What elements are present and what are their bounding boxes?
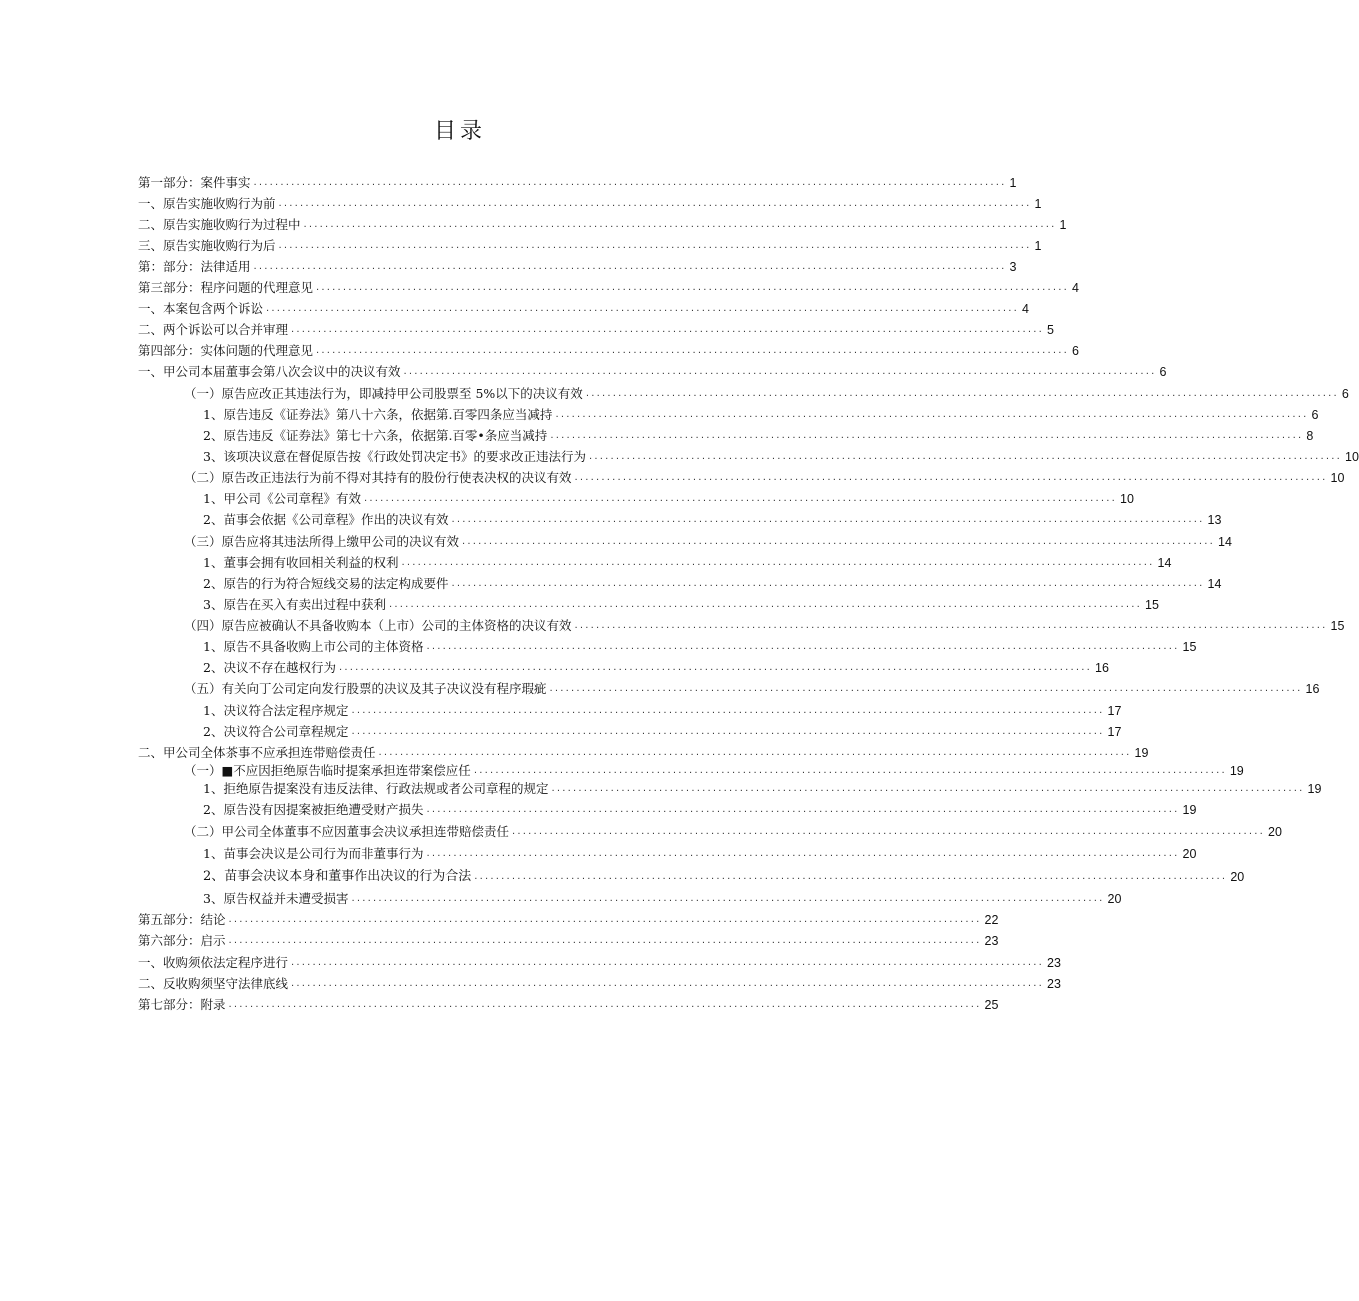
toc-entry-page: 14 <box>1157 556 1172 570</box>
toc-entry-page: 23 <box>984 934 999 948</box>
toc-entry-text: （四）原告应被确认不具备收购本（上市）公司的主体资格的决议有效 <box>184 618 572 633</box>
toc-leader-dots: ............................................................................................................................................ <box>426 848 1180 859</box>
toc-entry-text: 第一部分：案件事实 <box>138 175 251 190</box>
toc-entry[interactable] <box>203 574 1222 594</box>
toc-entry[interactable] <box>203 800 1197 820</box>
toc-entry[interactable] <box>138 215 1067 235</box>
toc-entry[interactable] <box>138 974 1061 994</box>
toc-entry-page: 14 <box>1207 577 1222 591</box>
toc-leader-dots: ............................................................................................................................................ <box>228 999 982 1010</box>
toc-entry-page: 15 <box>1145 598 1159 612</box>
toc-title: 目录 <box>433 119 486 144</box>
toc-entry-text: 2、原告违反《证券法》第七十六条，依据第.百零•条应当减持 <box>203 428 548 443</box>
toc-entry-text: 二、甲公司全体茶事不应承担连带赔偿责任 <box>138 745 376 760</box>
toc-entry-text: 第四部分：实体问题的代理意见 <box>138 343 314 358</box>
toc-entry-page: 10 <box>1345 450 1359 464</box>
toc-entry-page: 22 <box>984 913 999 927</box>
toc-entry-text: 2、决议不存在越权行为 <box>203 660 336 675</box>
toc-leader-dots: ............................................................................................................................................ <box>473 765 1227 776</box>
toc-entry-page: 3 <box>1009 260 1017 274</box>
toc-entry-text: 第三部分：程序问题的代理意见 <box>138 280 314 295</box>
toc-entry-page: 15 <box>1330 619 1345 633</box>
toc-entry-text: 一、收购须依法定程序进行 <box>138 955 289 970</box>
toc-entry[interactable] <box>184 679 1320 699</box>
toc-entry-page: 1 <box>1009 176 1017 190</box>
toc-entry-text: 1、决议符合法定程序规定 <box>203 703 349 718</box>
toc-entry-page: 20 <box>1230 870 1245 884</box>
toc-entry[interactable] <box>138 931 999 951</box>
toc-leader-dots: ............................................................................................................................................ <box>363 493 1117 504</box>
toc-entry-text: 2、决议符合公司章程规定 <box>203 724 349 739</box>
toc-entry-text: 2、苗事会依据《公司章程》作出的决议有效 <box>203 512 449 527</box>
toc-leader-dots: ............................................................................................................................................ <box>266 303 1020 314</box>
toc-entry[interactable] <box>138 236 1042 256</box>
toc-leader-dots: ............................................................................................................................................ <box>555 409 1309 420</box>
toc-entry[interactable] <box>184 616 1345 636</box>
toc-entry-text: 三、原告实施收购行为后 <box>138 238 276 253</box>
toc-entry-text: （二）甲公司全体董事不应因董事会决议承担连带赔偿责任 <box>184 824 510 839</box>
toc-entry-text: 3、该项决议意在督促原告按《行政处罚决定书》的要求改正违法行为 <box>203 449 586 464</box>
toc-entry-page: 15 <box>1182 640 1197 654</box>
toc-entry[interactable] <box>138 299 1029 319</box>
toc-leader-dots: ............................................................................................................................................ <box>512 826 1266 837</box>
toc-entry[interactable] <box>138 953 1061 973</box>
toc-entry-page: 6 <box>1341 387 1349 401</box>
toc-entry[interactable] <box>203 489 1134 509</box>
toc-entry-text: 二、反收购须坚守法律底线 <box>138 976 289 991</box>
toc-leader-dots: ............................................................................................................................................ <box>401 557 1155 568</box>
toc-entry-page: 1 <box>1034 197 1042 211</box>
toc-leader-dots: ............................................................................................................................................ <box>351 726 1105 737</box>
toc-leader-dots: ............................................................................................................................................ <box>474 871 1228 882</box>
toc-entry-text: 1、原告不具备收购上市公司的主体资格 <box>203 639 424 654</box>
toc-entry[interactable] <box>184 532 1232 552</box>
toc-leader-dots: ............................................................................................................................................ <box>550 430 1304 441</box>
toc-entry-text: 1、甲公司《公司章程》有效 <box>203 491 361 506</box>
toc-leader-dots: ............................................................................................................................................ <box>253 177 1007 188</box>
toc-entry-page: 20 <box>1268 825 1282 839</box>
toc-entry-page: 5 <box>1047 323 1054 337</box>
toc-entry-text: （一）■不应因拒绝原告临时提案承担连带案偿应任 <box>184 763 471 778</box>
toc-entry-page: 13 <box>1207 513 1222 527</box>
toc-entry[interactable] <box>203 779 1322 799</box>
toc-entry[interactable] <box>203 447 1359 467</box>
toc-leader-dots: ............................................................................................................................................ <box>426 804 1180 815</box>
toc-entry-page: 16 <box>1095 661 1109 675</box>
toc-entry[interactable] <box>203 844 1197 864</box>
toc-entry-text: 一、本案包含两个诉讼 <box>138 301 264 316</box>
toc-leader-dots: ............................................................................................................................................ <box>253 261 1007 272</box>
toc-leader-dots: ............................................................................................................................................ <box>278 198 1032 209</box>
toc-entry[interactable] <box>203 553 1172 573</box>
toc-leader-dots: ............................................................................................................................................ <box>303 219 1057 230</box>
toc-entry[interactable] <box>184 468 1345 488</box>
toc-entry-text: 二、原告实施收购行为过程中 <box>138 217 301 232</box>
toc-entry[interactable] <box>203 889 1122 909</box>
toc-entry[interactable] <box>203 595 1159 615</box>
toc-leader-dots: ............................................................................................................................................ <box>426 641 1180 652</box>
toc-entry-page: 4 <box>1022 302 1029 316</box>
toc-entry-text: （一）原告应改正其违法行为，即减持甲公司股票至 5%以下的决议有效 <box>184 386 583 401</box>
toc-entry-page: 19 <box>1182 803 1197 817</box>
toc-entry[interactable] <box>203 701 1122 721</box>
toc-leader-dots: ............................................................................................................................................ <box>316 345 1070 356</box>
toc-entry[interactable] <box>138 743 1149 763</box>
toc-entry-page: 19 <box>1134 746 1149 760</box>
toc-leader-dots: ............................................................................................................................................ <box>291 957 1045 968</box>
toc-entry-page: 23 <box>1047 977 1061 991</box>
toc-entry-page: 23 <box>1047 956 1061 970</box>
toc-leader-dots: ............................................................................................................................................ <box>462 536 1216 547</box>
toc-entry[interactable] <box>203 426 1314 446</box>
toc-entry-text: 第六部分：启示 <box>138 933 226 948</box>
toc-leader-dots: ............................................................................................................................................ <box>388 599 1142 610</box>
toc-entry[interactable] <box>203 510 1222 530</box>
toc-entry-page: 6 <box>1072 344 1079 358</box>
toc-leader-dots: ............................................................................................................................................ <box>291 324 1045 335</box>
toc-leader-dots: ............................................................................................................................................ <box>378 747 1132 758</box>
toc-entry-page: 4 <box>1072 281 1079 295</box>
toc-entry[interactable] <box>203 405 1319 425</box>
toc-entry-text: 一、甲公司本届董事会第八次会议中的决议有效 <box>138 364 401 379</box>
toc-leader-dots: ............................................................................................................................................ <box>574 620 1328 631</box>
toc-leader-dots: ............................................................................................................................................ <box>316 282 1070 293</box>
toc-entry-text: 3、原告权益并未遭受损害 <box>203 891 349 906</box>
toc-leader-dots: ............................................................................................................................................ <box>291 978 1045 989</box>
toc-leader-dots: ............................................................................................................................................ <box>585 388 1339 399</box>
toc-entry[interactable] <box>138 278 1079 298</box>
toc-entry[interactable] <box>138 320 1054 340</box>
toc-leader-dots: ............................................................................................................................................ <box>451 514 1205 525</box>
toc-leader-dots: ............................................................................................................................................ <box>278 240 1032 251</box>
toc-entry-page: 16 <box>1305 682 1320 696</box>
toc-entry-text: 2、原告的行为符合短线交易的法定构成要件 <box>203 576 449 591</box>
toc-leader-dots: ............................................................................................................................................ <box>551 783 1305 794</box>
toc-entry-text: 第：部分：法律适用 <box>138 259 251 274</box>
toc-entry[interactable] <box>138 194 1042 214</box>
toc-entry-page: 8 <box>1306 429 1314 443</box>
toc-leader-dots: ............................................................................................................................................ <box>588 451 1342 462</box>
toc-leader-dots: ............................................................................................................................................ <box>549 683 1303 694</box>
toc-leader-dots: ............................................................................................................................................ <box>403 366 1157 377</box>
toc-entry[interactable] <box>203 637 1197 657</box>
toc-entry-text: 3、原告在买入有卖出过程中获利 <box>203 597 386 612</box>
toc-entry-text: 2、苗事会决议本身和董事作出决议的行为合法 <box>203 869 472 884</box>
toc-entry-text: 1、拒绝原告提案没有违反法律、行政法规或者公司章程的规定 <box>203 781 549 796</box>
toc-entry[interactable] <box>203 722 1122 742</box>
toc-entry-page: 19 <box>1307 782 1322 796</box>
toc-entry[interactable] <box>138 173 1017 193</box>
toc-entry-page: 10 <box>1330 471 1345 485</box>
toc-leader-dots: ............................................................................................................................................ <box>574 472 1328 483</box>
toc-entry-page: 17 <box>1107 725 1122 739</box>
toc-entry-page: 14 <box>1218 535 1232 549</box>
toc-leader-dots: ............................................................................................................................................ <box>228 935 982 946</box>
toc-entry[interactable] <box>138 910 999 930</box>
toc-entry[interactable] <box>138 995 999 1015</box>
toc-entry-text: 1、董事会拥有收回相关利益的权利 <box>203 555 399 570</box>
toc-entry-page: 10 <box>1120 492 1134 506</box>
toc-entry-page: 20 <box>1107 892 1122 906</box>
toc-entry-page: 19 <box>1229 764 1244 778</box>
toc-entry[interactable] <box>138 341 1079 361</box>
toc-entry[interactable] <box>184 384 1349 404</box>
toc-entry-text: 第七部分：附录 <box>138 997 226 1012</box>
toc-entry-text: 二、两个诉讼可以合并审理 <box>138 322 289 337</box>
toc-leader-dots: ............................................................................................................................................ <box>351 893 1105 904</box>
toc-entry[interactable] <box>184 822 1282 842</box>
toc-entry[interactable] <box>138 362 1167 382</box>
toc-entry-text: （二）原告改正违法行为前不得对其持有的股份行使表决权的决议有效 <box>184 470 572 485</box>
toc-entry-text: （三）原告应将其违法所得上缴甲公司的决议有效 <box>184 534 460 549</box>
toc-entry-text: 2、原告没有因提案被拒绝遭受财产损失 <box>203 802 424 817</box>
toc-leader-dots: ............................................................................................................................................ <box>228 914 982 925</box>
toc-entry-text: 1、苗事会决议是公司行为而非董事行为 <box>203 846 424 861</box>
toc-entry-text: 第五部分：结论 <box>138 912 226 927</box>
toc-leader-dots: ............................................................................................................................................ <box>451 578 1205 589</box>
toc-entry-page: 6 <box>1159 365 1167 379</box>
toc-entry[interactable] <box>203 658 1109 678</box>
toc-leader-dots: ............................................................................................................................................ <box>338 662 1092 673</box>
toc-entry[interactable] <box>184 761 1244 781</box>
toc-entry-page: 6 <box>1311 408 1319 422</box>
toc-entry-page: 20 <box>1182 847 1197 861</box>
toc-entry-page: 25 <box>984 998 999 1012</box>
toc-entry-text: 1、原告违反《证券法》第八十六条，依据第.百零四条应当减持 <box>203 407 553 422</box>
toc-entry-text: 一、原告实施收购行为前 <box>138 196 276 211</box>
toc-leader-dots: ............................................................................................................................................ <box>351 705 1105 716</box>
toc-entry-page: 17 <box>1107 704 1122 718</box>
toc-entry[interactable] <box>203 867 1245 887</box>
toc-entry[interactable] <box>138 257 1017 277</box>
toc-entry-page: 1 <box>1034 239 1042 253</box>
toc-entry-text: （五）有关向丁公司定向发行股票的决议及其子决议没有程序瑕疵 <box>184 681 547 696</box>
toc-entry-page: 1 <box>1059 218 1067 232</box>
